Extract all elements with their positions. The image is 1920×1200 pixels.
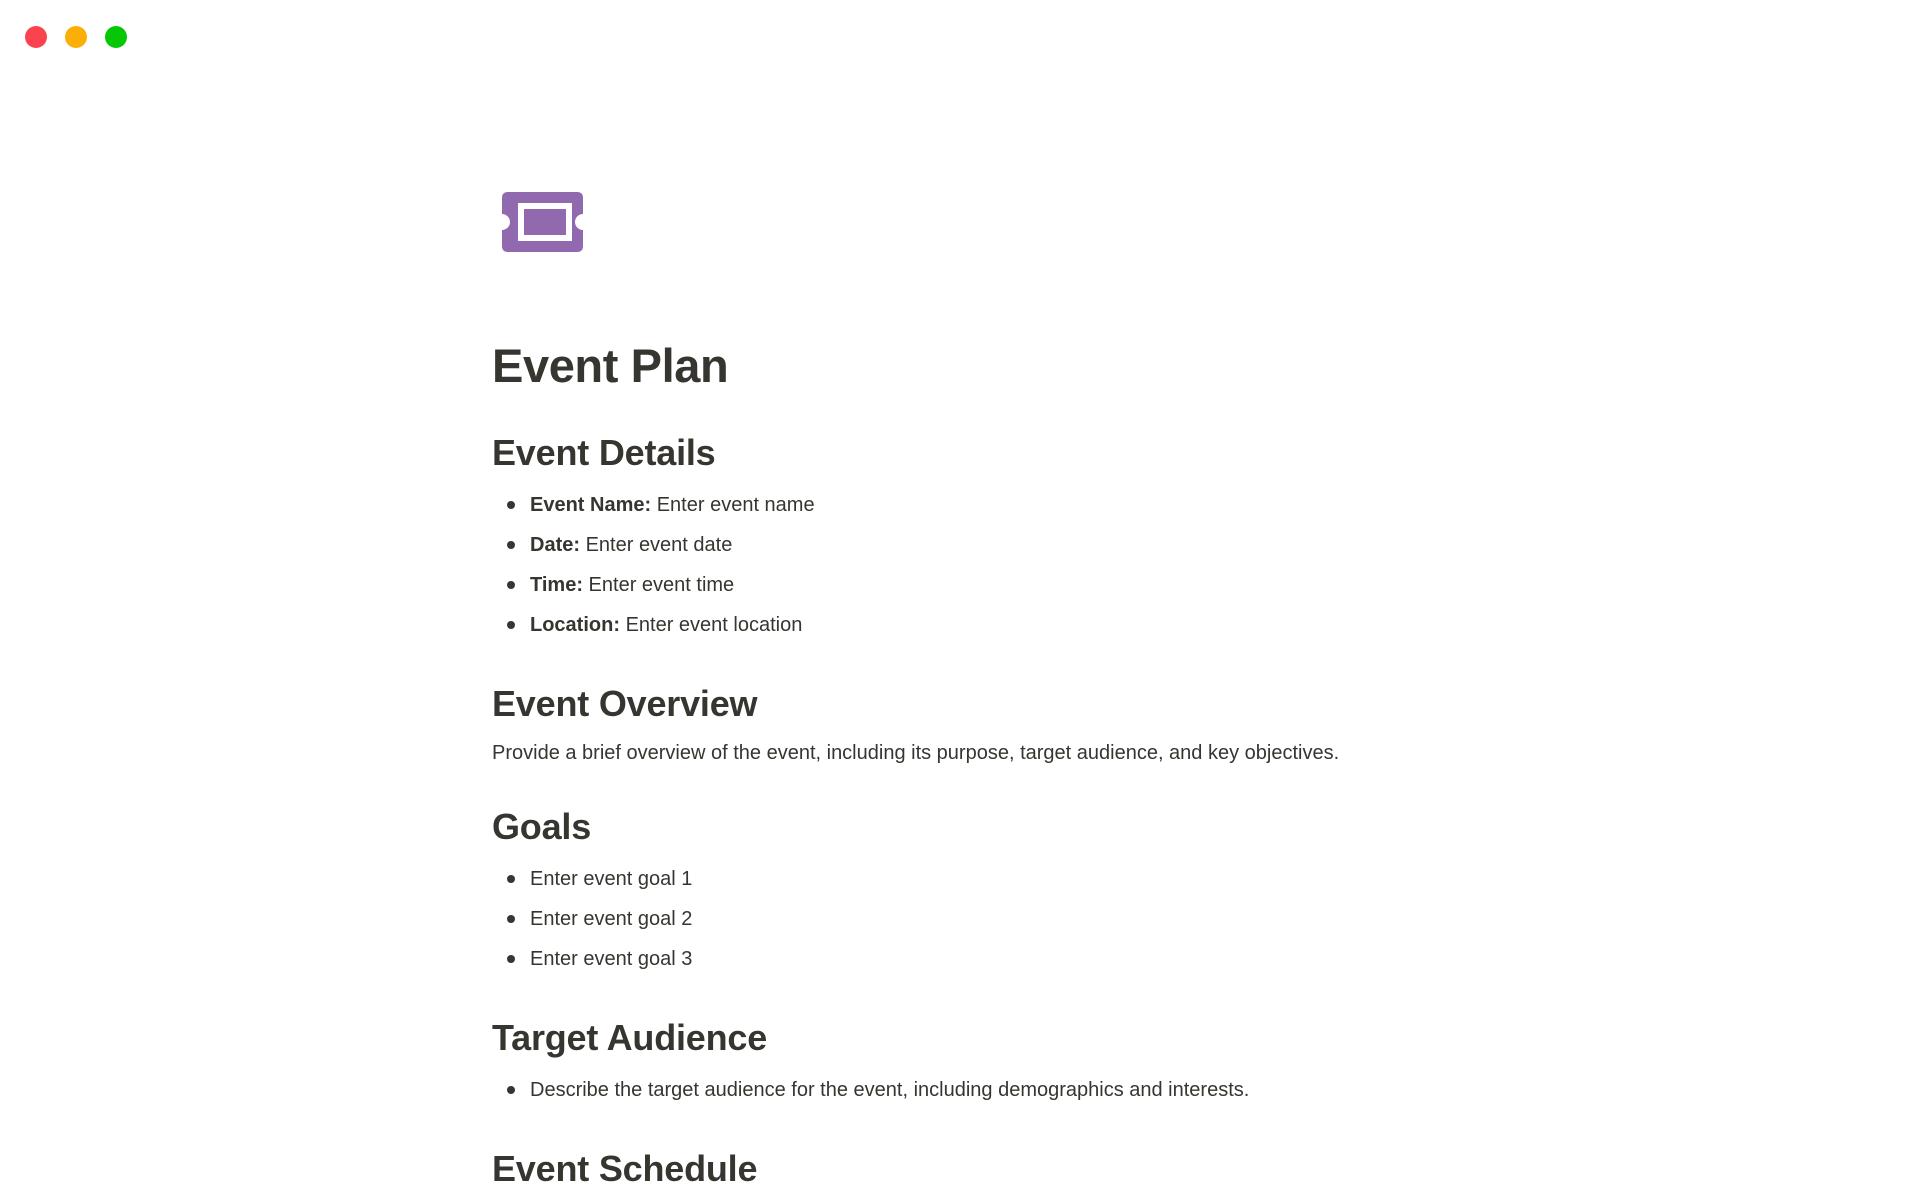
bullet-dot xyxy=(507,621,515,629)
event-details-list xyxy=(492,485,1422,645)
goals-list xyxy=(492,859,1422,979)
ticket-icon[interactable] xyxy=(502,192,583,252)
page-title[interactable]: Event Plan xyxy=(492,339,729,392)
window-controls xyxy=(25,26,127,48)
bullet-target-audience[interactable]: Describe the target audience for the event, including demographics and interests. xyxy=(492,1070,1422,1110)
bullet-dot xyxy=(507,875,515,883)
section-heading-event-details[interactable]: Event Details xyxy=(492,432,716,473)
window-close-button[interactable] xyxy=(25,26,47,48)
event-overview-paragraph[interactable]: Provide a brief overview of the event, including its purpose, target audience, and key objectives. xyxy=(492,742,1340,764)
target-audience-list xyxy=(492,1070,1422,1110)
bullet-time[interactable]: Time: Enter event time xyxy=(492,565,1422,605)
bullet-date[interactable]: Date: Enter event date xyxy=(492,525,1422,565)
section-heading-target-audience[interactable]: Target Audience xyxy=(492,1017,768,1058)
section-heading-goals[interactable]: Goals xyxy=(492,806,592,847)
ticket-icon-shape xyxy=(502,192,583,252)
bullet-dot xyxy=(507,955,515,963)
bullet-dot xyxy=(507,915,515,923)
bullet-event-name[interactable]: Event Name: Enter event name xyxy=(492,485,1422,525)
bullet-dot xyxy=(507,1086,515,1094)
window-zoom-button[interactable] xyxy=(105,26,127,48)
bullet-dot xyxy=(507,581,515,589)
bullet-goal-1[interactable]: Enter event goal 1 xyxy=(492,859,1422,899)
section-heading-event-overview[interactable]: Event Overview xyxy=(492,683,758,724)
section-heading-event-schedule[interactable]: Event Schedule xyxy=(492,1148,758,1189)
bullet-dot xyxy=(507,501,515,509)
page-content xyxy=(492,0,1422,1191)
bullet-goal-3[interactable]: Enter event goal 3 xyxy=(492,939,1422,979)
window-minimize-button[interactable] xyxy=(65,26,87,48)
bullet-dot xyxy=(507,541,515,549)
bullet-goal-2[interactable]: Enter event goal 2 xyxy=(492,899,1422,939)
bullet-location[interactable]: Location: Enter event location xyxy=(492,605,1422,645)
